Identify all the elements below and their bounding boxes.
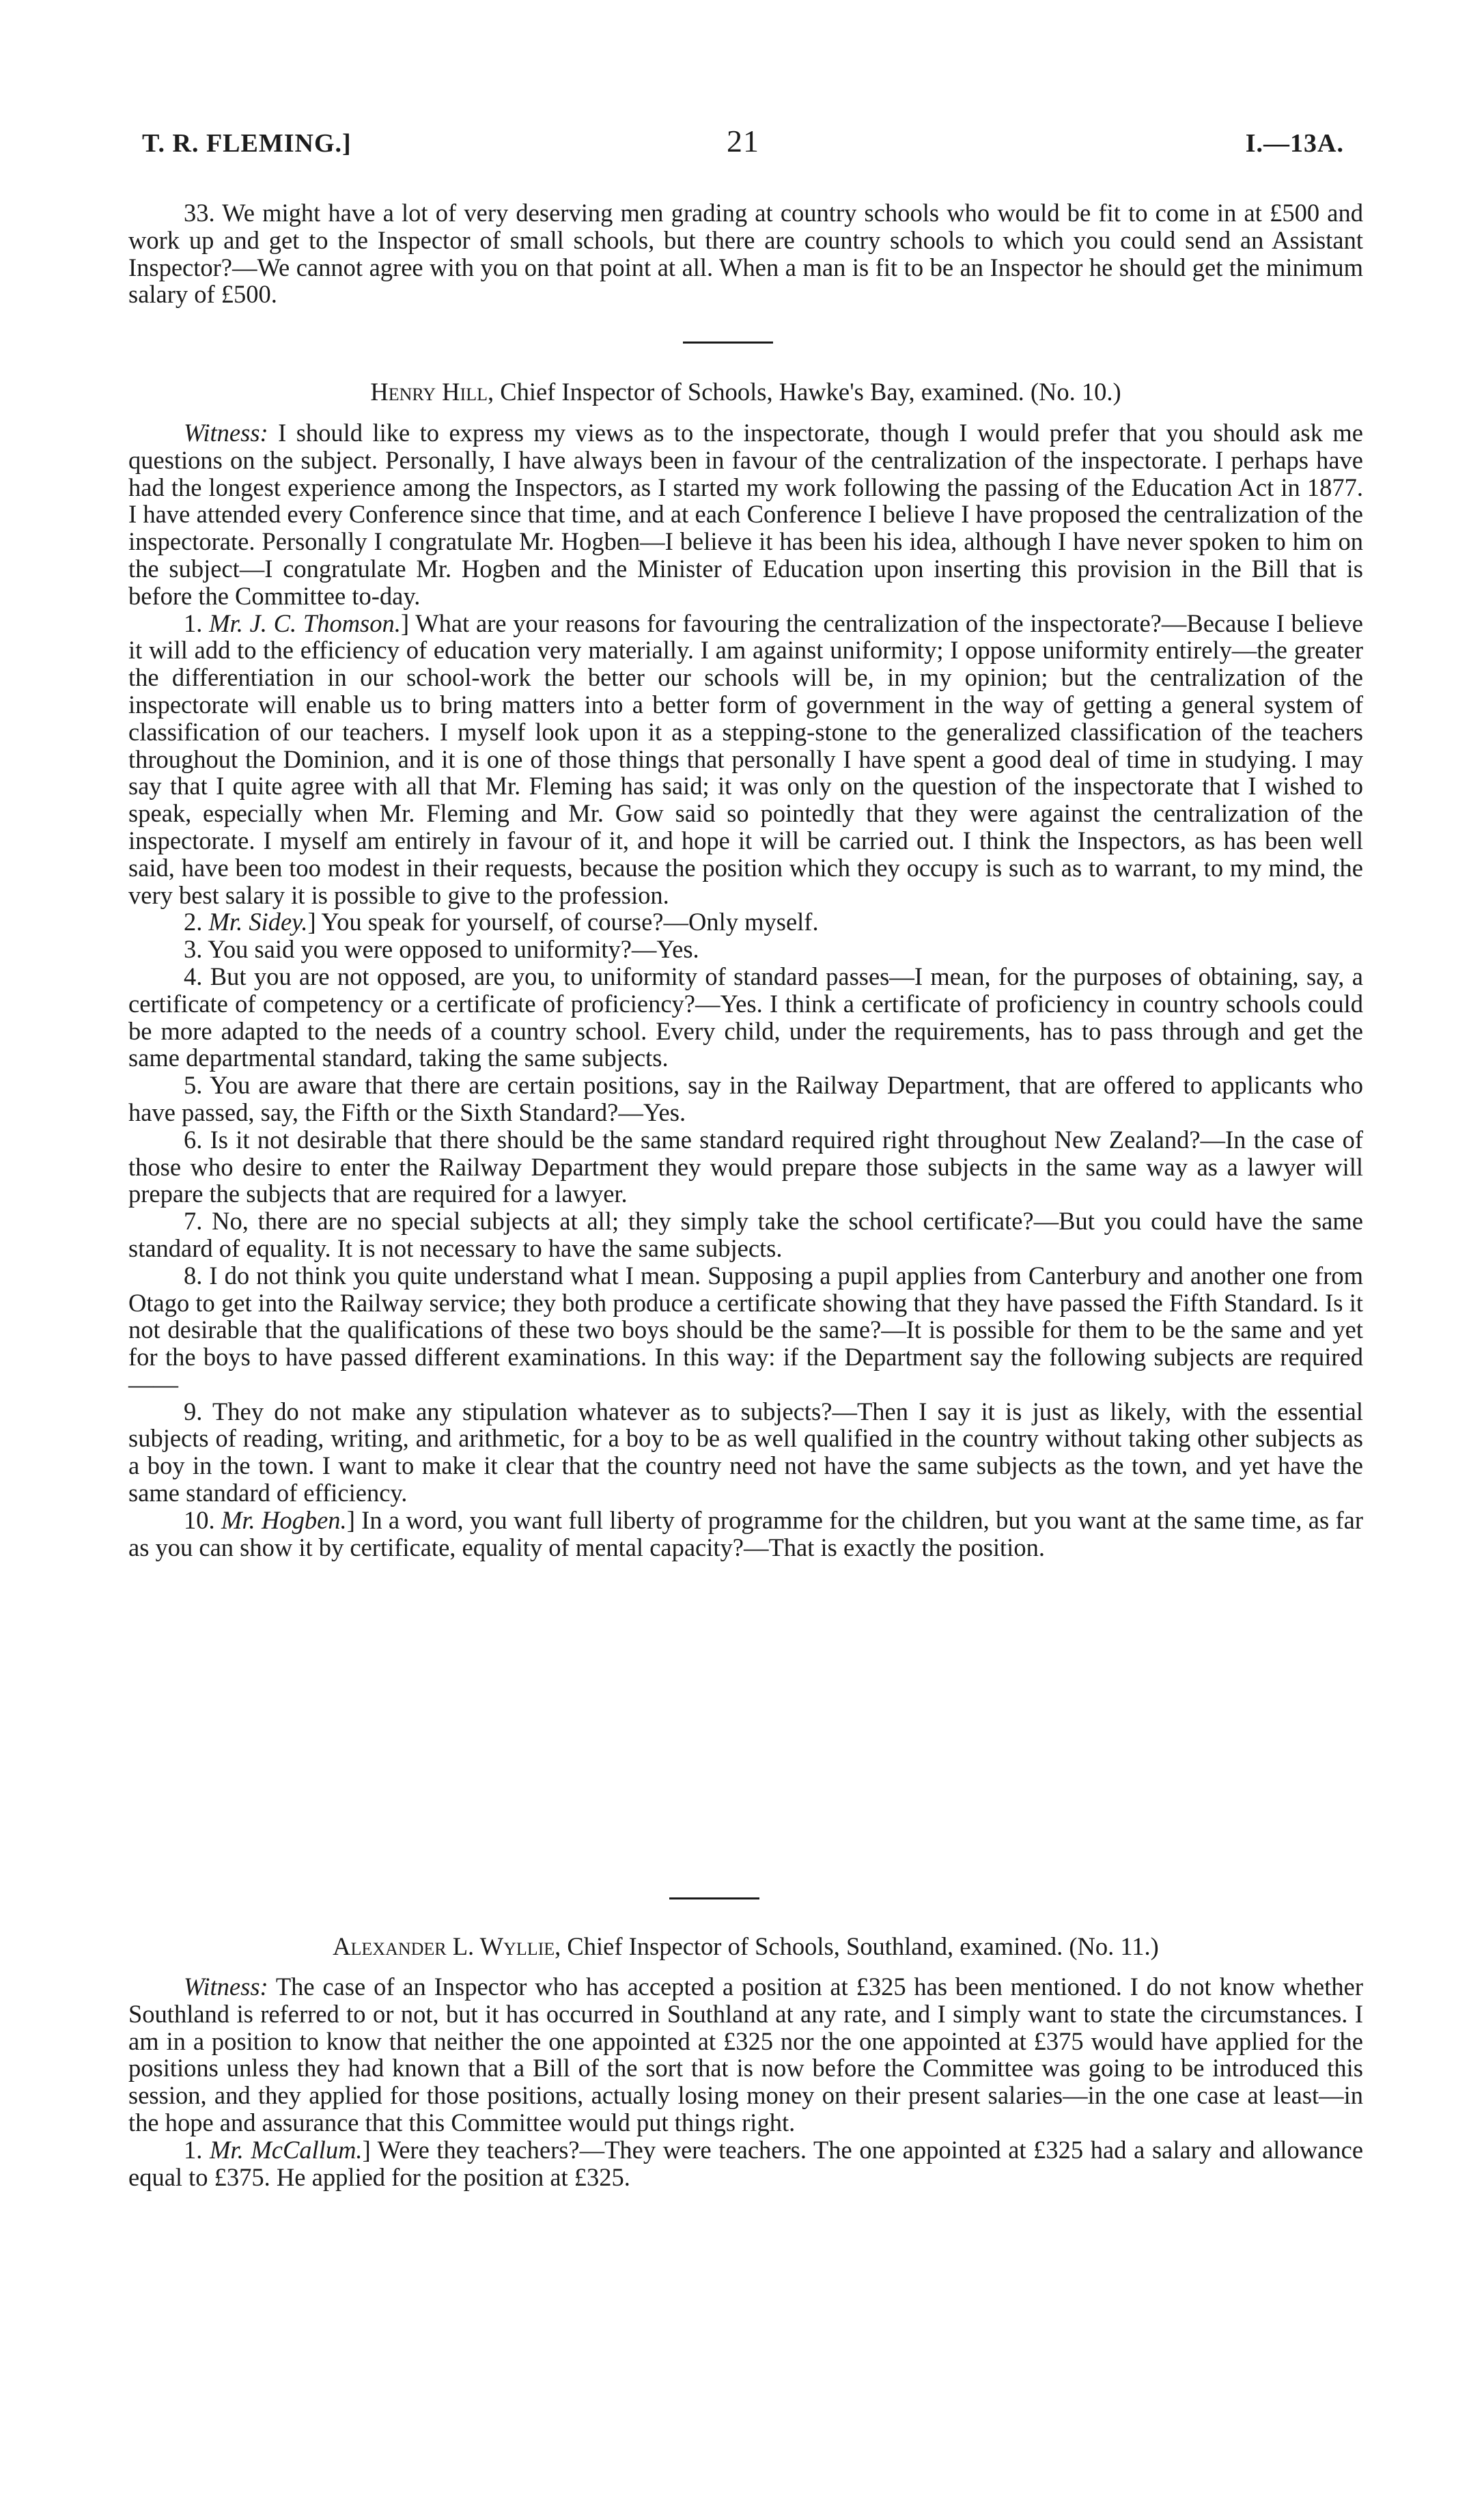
document-reference: I.—13A.: [1245, 129, 1344, 158]
running-header: [142, 124, 1344, 169]
witness-label: Witness:: [184, 1973, 268, 2001]
witness-label: Witness:: [184, 419, 268, 447]
witness-statement: Witness: I should like to express my views as to the inspectorate, though I would prefer that you should ask me questions on the subject. Personally, I have always been in favour of the centralization of the inspectorate. I perhaps have had the longest experience among the Inspectors, as I started my work following the passing of the Education Act in 1877. I have attended every Conference since that time, and at each Conference I believe I have proposed the centralization of the inspectorate. Personally I congratulate Mr. Hogben—I believe it has been his idea, although I have never spoken to him on the subject—I congratulate Mr. Hogben and the Minister of Education upon inserting this provision in the Bill that is before the Committee to-day.: [128, 419, 1363, 610]
section-divider: [683, 342, 773, 344]
witness-name: Henry Hill: [370, 378, 488, 406]
question-9: 9. They do not make any stipulation whatever as to subjects?—Then I say it is just as likely, with the essential subjects of reading, writing, and arithmetic, for a boy to be as well qualified in the country without taking other subjects as a boy in the town. I want to make it clear that the country need not have the same subjects as the town, and yet have the same standard of efficiency.: [128, 1397, 1363, 1507]
speaker: Mr. Sidey.: [208, 908, 308, 936]
question-2: 2. Mr. Sidey.] You speak for yourself, of course?—Only myself.: [184, 908, 819, 936]
speaker: Mr. Hogben.: [221, 1505, 347, 1534]
section-divider: [669, 1897, 759, 1899]
fleming-continuation: [128, 199, 1363, 308]
question-5: 5. You are aware that there are certain positions, say in the Railway Department, that are offered to applicants who have passed, say, the Fifth or the Sixth Standard?—Yes.: [128, 1071, 1363, 1126]
header-witness-name: T. R. FLEMING.]: [142, 129, 352, 158]
section-heading-hill: [128, 377, 1363, 406]
witness-statement: Witness: The case of an Inspector who has accepted a position at £325 has been mentioned. I do not know whether Southland is referred to or not, but it has occurred in Southland at any rate, and I simply want to state the circumstances. I am in a position to know that neither the one appointed at £325 nor the one appointed at £375 would have applied for the positions unless they had known that a Bill of the sort that is now before the Committee was going to be introduced this session, and they applied for those positions, actually losing money on their present salaries—in the one case at least—in the hope and assurance that this Committee would put things right.: [128, 1973, 1363, 2136]
heading-text: , Chief Inspector of Schools, Southland, examined. (No. 11.): [555, 1932, 1159, 1960]
question-1: 1. Mr. J. C. Thomson.] What are your reasons for favouring the centralization of the inspectorate?—Because I believe it will add to the efficiency of education very materially. I am against uniformity; I oppose uniformity entirely—the greater the differentiation in our school-work the better our schools will be, in my opinion; but the centralization of the inspectorate will enable us to bring matters into a better form of government in the way of getting a general system of classification of our teachers. I myself look upon it as a stepping-stone to the generalized classification of the teachers throughout the Dominion, and it is one of those things that personally I have spent a good deal of time in studying. I may say that I quite agree with all that Mr. Fleming has said; it was only on the question of the inspectorate that I wished to speak, especially when Mr. Fleming and Mr. Gow said so pointedly that they were against the centralization of the inspectorate. I myself am entirely in favour of it, and hope it will be carried out. I think the Inspectors, as has been well said, have been too modest in their requests, because the position which they occupy is such as to warrant, to my mind, the very best salary it is possible to give to the profession.: [128, 609, 1364, 909]
section-heading-wyllie: [128, 1932, 1363, 1961]
question-8: 8. I do not think you quite understand what I mean. Supposing a pupil applies from Canterbury and another one from Otago to get into the Railway service; they both produce a certificate showing that they have passed the Fifth Standard. Is it not desirable that the qualifications of these two boys should be the same?—It is possible for them to be the same and yet for the boys to have passed different examinations. In this way: if the Department say the following subjects are required——: [128, 1261, 1363, 1398]
question-4: 4. But you are not opposed, are you, to uniformity of standard passes—I mean, for the purposes of obtaining, say, a certificate of competency or a certificate of proficiency?—Yes. I think a certificate of proficiency in country schools could be more adapted to the needs of a country school. Every child, under the requirements, has to pass through and get the same departmental standard, taking the same subjects.: [128, 962, 1363, 1072]
question-6: 6. Is it not desirable that there should be the same standard required right throughout New Zealand?—In the case of those who desire to enter the Railway Department they would prepare those subjects in the same way as a lawyer will prepare the subjects that are required for a lawyer.: [128, 1125, 1363, 1208]
speaker: Mr. McCallum.: [210, 2135, 363, 2164]
paragraph-q33: 33. We might have a lot of very deserving men grading at country schools who would be fit to come in at £500 and work up and get to the Inspector of small schools, but there are country schools to which you could send an Assistant Inspector?—We cannot agree with you on that point at all. When a man is fit to be an Inspector he should get the minimum salary of £500.: [128, 199, 1363, 309]
question-10: 10. Mr. Hogben.] In a word, you want full liberty of programme for the children, but you want at the same time, as far as you can show it by certificate, equality of mental capacity?—That is exactly the position.: [128, 1505, 1364, 1561]
hill-evidence: [128, 419, 1363, 1561]
heading-text: , Chief Inspector of Schools, Hawke's Bay, examined. (No. 10.): [487, 378, 1121, 406]
page-number: 21: [727, 124, 759, 158]
question-7: 7. No, there are no special subjects at all; they simply take the school certificate?—But you could have the same standard of equality. It is not necessary to have the same subjects.: [128, 1207, 1363, 1262]
speaker: Mr. J. C. Thomson.: [209, 609, 401, 637]
question-3: 3. You said you were opposed to uniformity?—Yes.: [184, 935, 699, 964]
wyllie-evidence: [128, 1973, 1363, 2190]
question-1: 1. Mr. McCallum.] Were they teachers?—They were teachers. The one appointed at £325 had a salary and allowance equal to £375. He applied for the position at £325.: [128, 2135, 1364, 2191]
witness-name: Alexander L. Wyllie: [333, 1932, 555, 1960]
